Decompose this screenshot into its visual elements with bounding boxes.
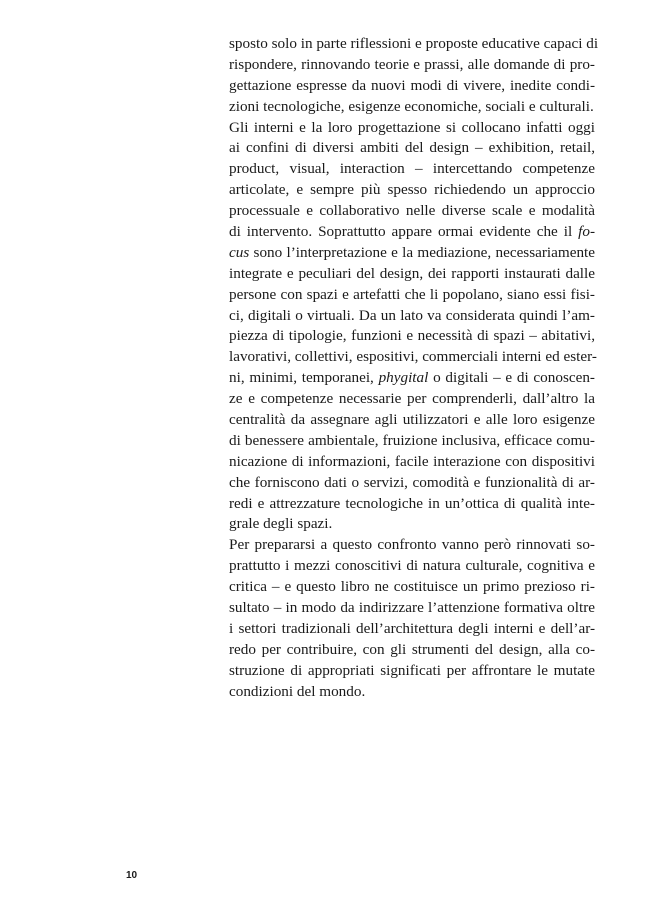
text-line: ze e competenze necessarie per comprenderli, dall’altro la <box>229 390 595 408</box>
text-span: sono l’interpretazione e la mediazione, necessariamente <box>249 243 595 261</box>
italic-term: fo- <box>578 223 595 241</box>
text-line: i settori tradizionali dell’architettura degli interni e dell’ar- <box>229 619 595 637</box>
text-line: zioni tecnologiche, esigenze economiche, sociali e culturali. <box>229 97 594 115</box>
text-span: di intervento. Soprattutto appare ormai evidente che il <box>229 223 579 241</box>
text-span: ni, minimi, temporanei, <box>229 369 379 387</box>
text-line: critica – e questo libro ne costituisce un primo prezioso ri- <box>229 578 595 596</box>
body-text <box>229 34 599 703</box>
text-line: articolate, e sempre più spesso richiedendo un approccio <box>229 181 595 199</box>
italic-term: cus <box>229 243 250 261</box>
text-line: di benessere ambientale, fruizione inclusiva, efficace comu- <box>229 431 595 449</box>
text-line: grale degli spazi. <box>229 515 333 533</box>
text-line: condizioni del mondo. <box>229 682 366 700</box>
text-line: Per prepararsi a questo confronto vanno però rinnovati so- <box>229 536 595 554</box>
text-line: piezza di tipologie, funzioni e necessità di spazi – abitativi, <box>229 327 595 345</box>
text-line: prattutto i mezzi conoscitivi di natura culturale, cognitiva e <box>229 557 595 575</box>
text-line: centralità da assegnare agli utilizzatori e alle loro esigenze <box>229 411 595 429</box>
text-line: gettazione espresse da nuovi modi di vivere, inedite condi- <box>229 76 595 94</box>
text-line: redo per contribuire, con gli strumenti del design, alla co- <box>229 640 595 658</box>
text-line: che forniscono dati o servizi, comodità e funzionalità di ar- <box>229 473 595 491</box>
text-line: nicazione di informazioni, facile interazione con dispositivi <box>229 452 595 470</box>
text-line: integrate e peculiari del design, dei rapporti instaurati dalle <box>229 264 595 282</box>
text-line: Gli interni e la loro progettazione si collocano infatti oggi <box>229 118 595 136</box>
text-line <box>229 368 595 389</box>
text-line: ai confini di diversi ambiti del design – exhibition, retail, <box>229 139 595 157</box>
text-line: rispondere, rinnovando teorie e prassi, alle domande di pro- <box>229 55 595 73</box>
italic-term: phygital <box>378 369 429 387</box>
text-line: persone con spazi e artefatti che li popolano, siano essi fisi- <box>229 285 595 303</box>
text-line: sultato – in modo da indirizzare l’attenzione formativa oltre <box>229 599 595 617</box>
text-line: ci, digitali o virtuali. Da un lato va considerata quindi l’am- <box>229 306 595 324</box>
page-number: 10 <box>126 870 138 881</box>
text-span: o digitali – e di conoscen- <box>428 369 595 387</box>
text-line <box>229 222 595 243</box>
text-line: product, visual, interaction – intercettando competenze <box>229 160 595 178</box>
text-line: processuale e collaborativo nelle diverse scale e modalità <box>229 202 595 220</box>
text-line <box>229 243 595 264</box>
text-line: lavorativi, collettivi, espositivi, commerciali interni ed ester- <box>229 348 597 366</box>
text-line: sposto solo in parte riflessioni e proposte educative capaci di <box>229 35 599 52</box>
text-line: struzione di appropriati significati per affrontare le mutate <box>229 661 595 679</box>
text-line: redi e attrezzature tecnologiche in un’ottica di qualità inte- <box>229 494 595 512</box>
